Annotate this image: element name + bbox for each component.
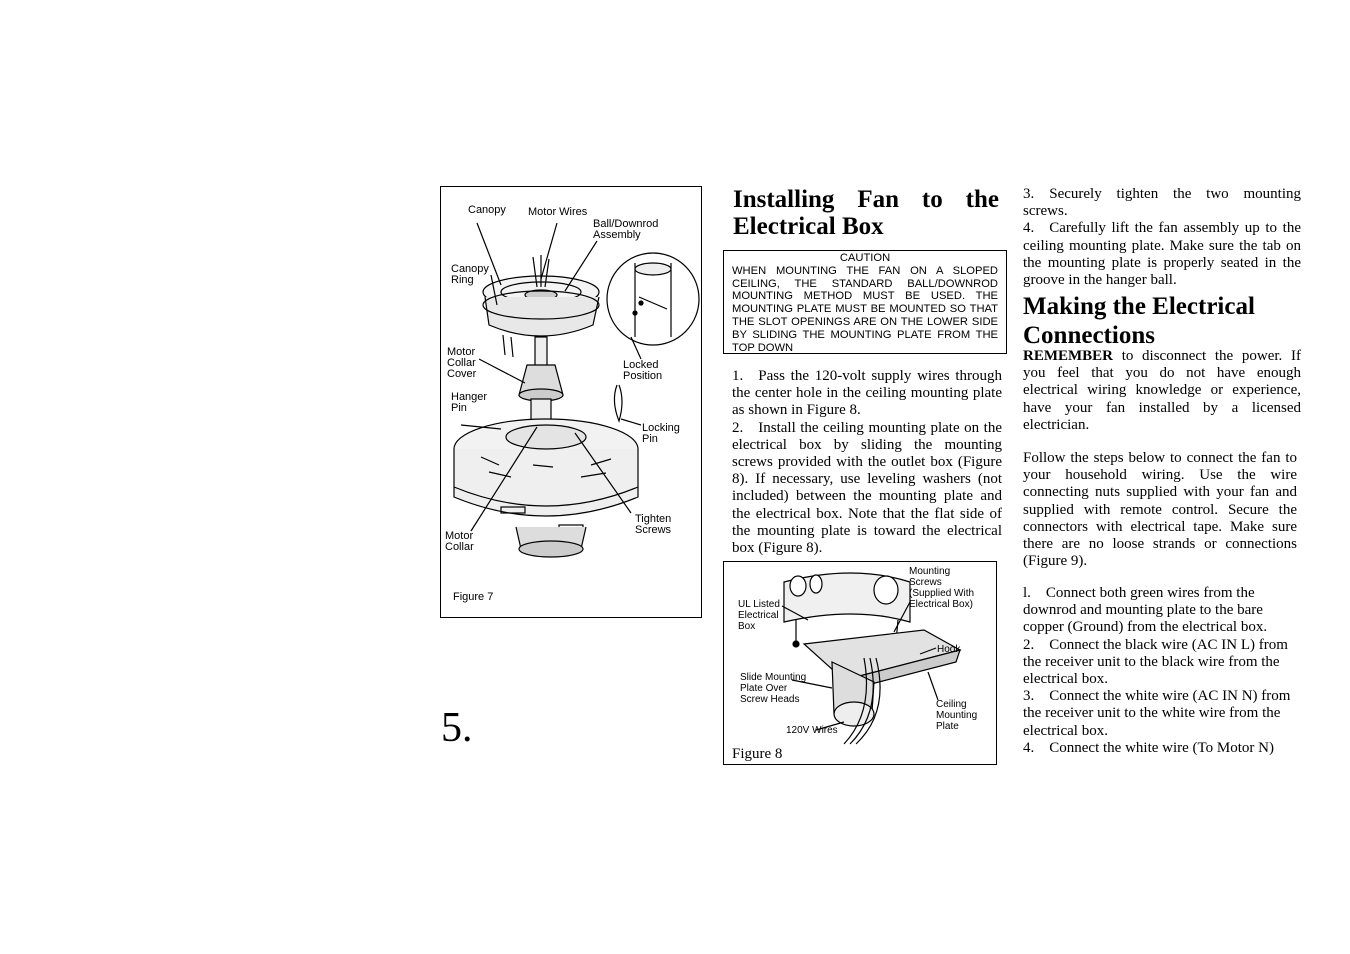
page-number: 5.: [441, 705, 473, 751]
label-locked-position: Locked Position: [623, 359, 663, 382]
follow-paragraph: Follow the steps below to connect the fan to your household wiring. Use the wire connecting nuts supplied with your fan and supplied with remote control. Secure the connectors with electrical tape. Make sure there are no loose strands or connections (Figure 9).: [1023, 450, 1297, 570]
caution-box: [723, 250, 1007, 354]
connection-step-2: 2. Connect the black wire (AC IN L) from the receiver unit to the black wire from the electrical box.: [1023, 636, 1288, 688]
figure-8-caption: Figure 8: [732, 746, 783, 762]
install-steps: [732, 368, 1002, 557]
connection-step-3: 3. Connect the white wire (AC IN N) from the receiver unit to the white wire from the electrical box.: [1023, 688, 1291, 739]
install-steps-continued: [1023, 186, 1301, 289]
label-tighten-screws: Tighten Screws: [635, 513, 672, 536]
section-title-installing: Installing Fan to the Electrical Box: [733, 186, 999, 240]
figure-8: [723, 561, 997, 765]
figure-7-caption: Figure 7: [453, 591, 494, 603]
connection-step-4: 4. Connect the white wire (To Motor N): [1023, 739, 1274, 756]
label-locking-pin: Locking Pin: [642, 422, 680, 445]
label-canopy-ring: Canopy Ring: [451, 263, 489, 286]
label-ul-listed-box: UL Listed Electrical Box: [738, 599, 780, 632]
install-step-2: 2. Install the ceiling mounting plate on the electrical box by sliding the mounting screws provided with the outlet box (Figure 8). If necessary, use leveling washers (not included) between the mounting plate and the electrical box. Note that the flat side of the mounting plate is toward the electrical box (Figure 8).: [732, 419, 1002, 557]
label-motor-wires: Motor Wires: [528, 206, 588, 218]
label-slide-mounting: Slide Mounting Plate Over Screw Heads: [740, 672, 807, 705]
caution-title: CAUTION: [839, 252, 891, 264]
connection-step-1: l. Connect both green wires from the downrod and mounting plate to the bare copper (Ground) from the electrical box.: [1023, 585, 1268, 636]
label-hook: Hook: [937, 644, 961, 655]
install-step-3: 3. Securely tighten the two mounting screws.: [1023, 186, 1301, 220]
label-ceiling-mounting-plate: Ceiling Mounting Plate: [936, 699, 978, 732]
label-ball-downrod: Ball/Downrod Assembly: [593, 218, 659, 241]
remember-bold: REMEMBER: [1023, 348, 1113, 364]
label-mounting-screws: Mounting Screws (Supplied With Electrical Box): [909, 566, 975, 610]
label-120v-wires: 120V Wires: [786, 725, 838, 736]
label-motor-collar-cover: Motor Collar Cover: [447, 346, 477, 380]
figure-7: [440, 186, 702, 618]
section-title-electrical: Making the Electrical Connections: [1023, 293, 1255, 349]
connection-steps: [1023, 585, 1301, 757]
caution-text: WHEN MOUNTING THE FAN ON A SLOPED CEILING, THE STANDARD BALL/DOWNROD MOUNTING METHOD MUST BE USED. THE MOUNTING PLATE MUST BE MOUNTED SO THAT THE SLOT OPENINGS ARE ON THE LOWER SIDE BY SLIDING THE MOUNTING PLATE FROM THE TOP DOWN: [732, 264, 998, 354]
install-step-1: 1. Pass the 120-volt supply wires through the center hole in the ceiling mounting plate as shown in Figure 8.: [732, 368, 1002, 419]
label-hanger-pin: Hanger Pin: [451, 391, 488, 414]
remember-paragraph: [1023, 348, 1301, 434]
label-motor-collar: Motor Collar: [445, 530, 474, 553]
remember-text: to disconnect the power. If you feel that you do not have enough electrical wiring knowledge or experience, have your fan installed by a licensed electrician.: [1023, 348, 1301, 433]
install-step-4: 4. Carefully lift the fan assembly up to the ceiling mounting plate. Make sure the tab on the mounting plate is properly seated in the groove in the hanger ball.: [1023, 220, 1301, 289]
label-canopy: Canopy: [468, 204, 506, 216]
